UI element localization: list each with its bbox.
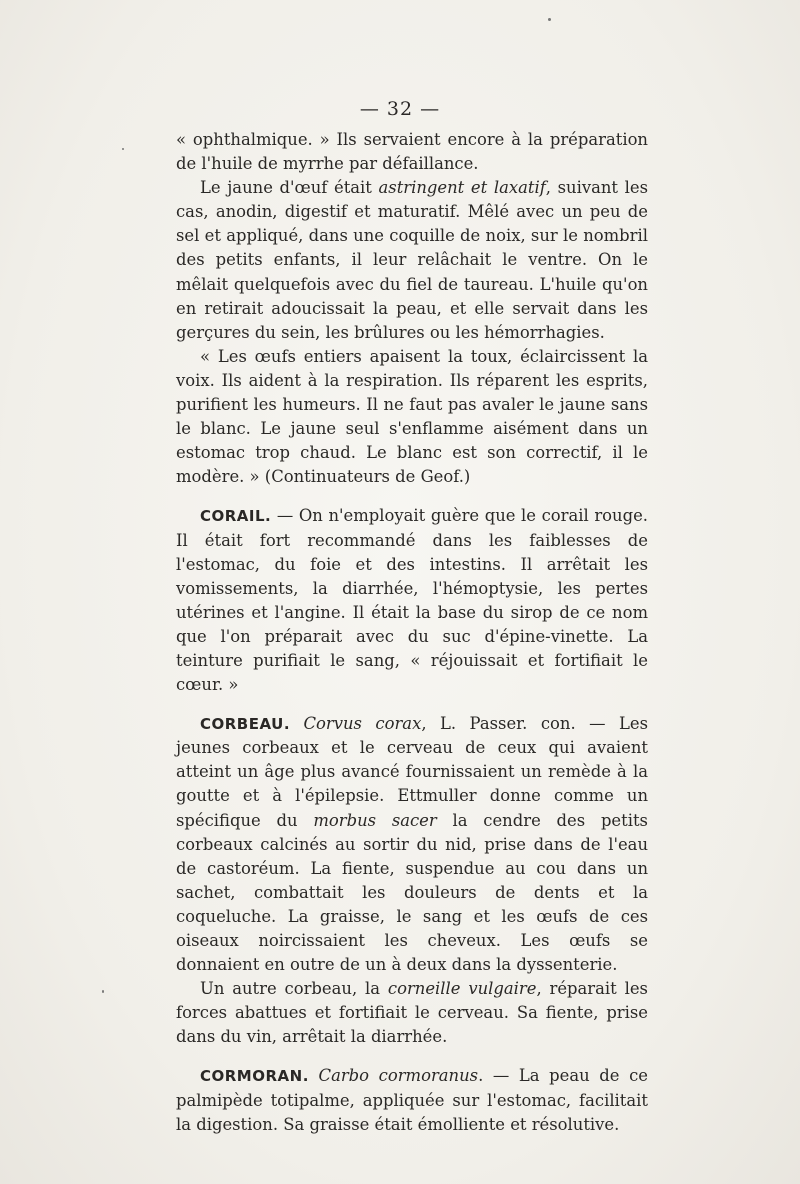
- entry-cormoran: [176, 1064, 648, 1136]
- paper-speck: [548, 18, 551, 21]
- text-run: , réparait les forces abattues et fortifiait le cerveau. Sa fiente, prise dans du vin, arrêtait la diarrhée.: [176, 979, 648, 1047]
- latin-name-corbeau: Corvus corax: [303, 714, 422, 734]
- entry-heading-corbeau: CORBEAU.: [200, 715, 291, 734]
- paragraph-quotation-oeufs: « Les œufs entiers apaisent la toux, éclaircissent la voix. Ils aident à la respiration. Ils réparent les esprits, purifient les humeurs. Il ne faut pas avaler le jaune sans le blanc. Le jaune seul s'enflamme aisément dans un estomac trop chaud. Le blanc est son correctif, il le modère. » (Continuateurs de Geof.): [176, 346, 648, 487]
- entry-text-corail: — On n'employait guère que le corail rouge. Il était fort recommandé dans les faiblesses de l'estomac, du foie et des intestins. Il arrêtait les vomissements, la diarrhée, l'hémoptysie, les pertes utérines et l'angine. Il était la base du sirop de ce nom que l'on préparait avec du suc d'épine-vinette. La teinture purifiait le sang, « réjouissait et fortifiait le cœur. »: [176, 506, 648, 695]
- text-run: , L. Passer. con. — Les jeunes corbeaux et le cerveau de ceux qui avaient atteint un âge plus avancé fournissaient un remède à la goutte et à l'épilepsie. Ettmuller donne comme un spécifique du: [176, 714, 648, 830]
- entry-heading-cormoran: CORMORAN.: [200, 1067, 309, 1086]
- italic-term: astringent et laxatif: [378, 178, 546, 198]
- text-run: Le jaune d'œuf était: [200, 178, 379, 198]
- text-run: Un autre corbeau, la: [200, 979, 388, 999]
- body-text: [176, 128, 648, 1137]
- paragraph-corneille: [176, 977, 648, 1049]
- paper-speck: [122, 148, 124, 150]
- entry-heading-corail: CORAIL.: [200, 507, 272, 526]
- page-number: — 32 —: [359, 98, 441, 120]
- latin-name-cormoran: Carbo cormoranus: [318, 1066, 479, 1086]
- paper-speck: [102, 990, 104, 993]
- italic-term: corneille vulgaire: [387, 979, 537, 999]
- paragraph-ophthalmique: « ophthalmique. » Ils servaient encore à la préparation de l'huile de myrrhe par défaillance.: [176, 130, 648, 174]
- text-run: la cendre des petits corbeaux calcinés au sortir du nid, prise dans de l'eau de castoréum. La fiente, suspendue au cou dans un sachet, combattait les douleurs de dents et la coqueluche. La graisse, le sang et les œufs de ces oiseaux noircissaient les cheveux. Les œufs se donnaient en outre de un à deux dans la dyssenterie.: [176, 810, 648, 975]
- entry-corbeau: [176, 712, 648, 977]
- entry-corail: [176, 504, 648, 697]
- paragraph-jaune-oeuf: [176, 176, 648, 345]
- entry-text-cormoran: . — La peau de ce palmipède totipalme, appliquée sur l'estomac, facilitait la digestion. Sa graisse était émolliente et résolutive.: [176, 1066, 648, 1134]
- text-run: , suivant les cas, anodin, digestif et maturatif. Mêlé avec un peu de sel et appliqué, dans une coquille de noix, sur le nombril des petits enfants, il leur relâchait le ventre. On le mêlait quelquefois avec du fiel de taureau. L'huile qu'on en retirait adoucissait la peau, et elle servait dans les gerçures du sein, les brûlures ou les hémorrhagies.: [176, 178, 648, 342]
- italic-term: morbus sacer: [313, 810, 437, 830]
